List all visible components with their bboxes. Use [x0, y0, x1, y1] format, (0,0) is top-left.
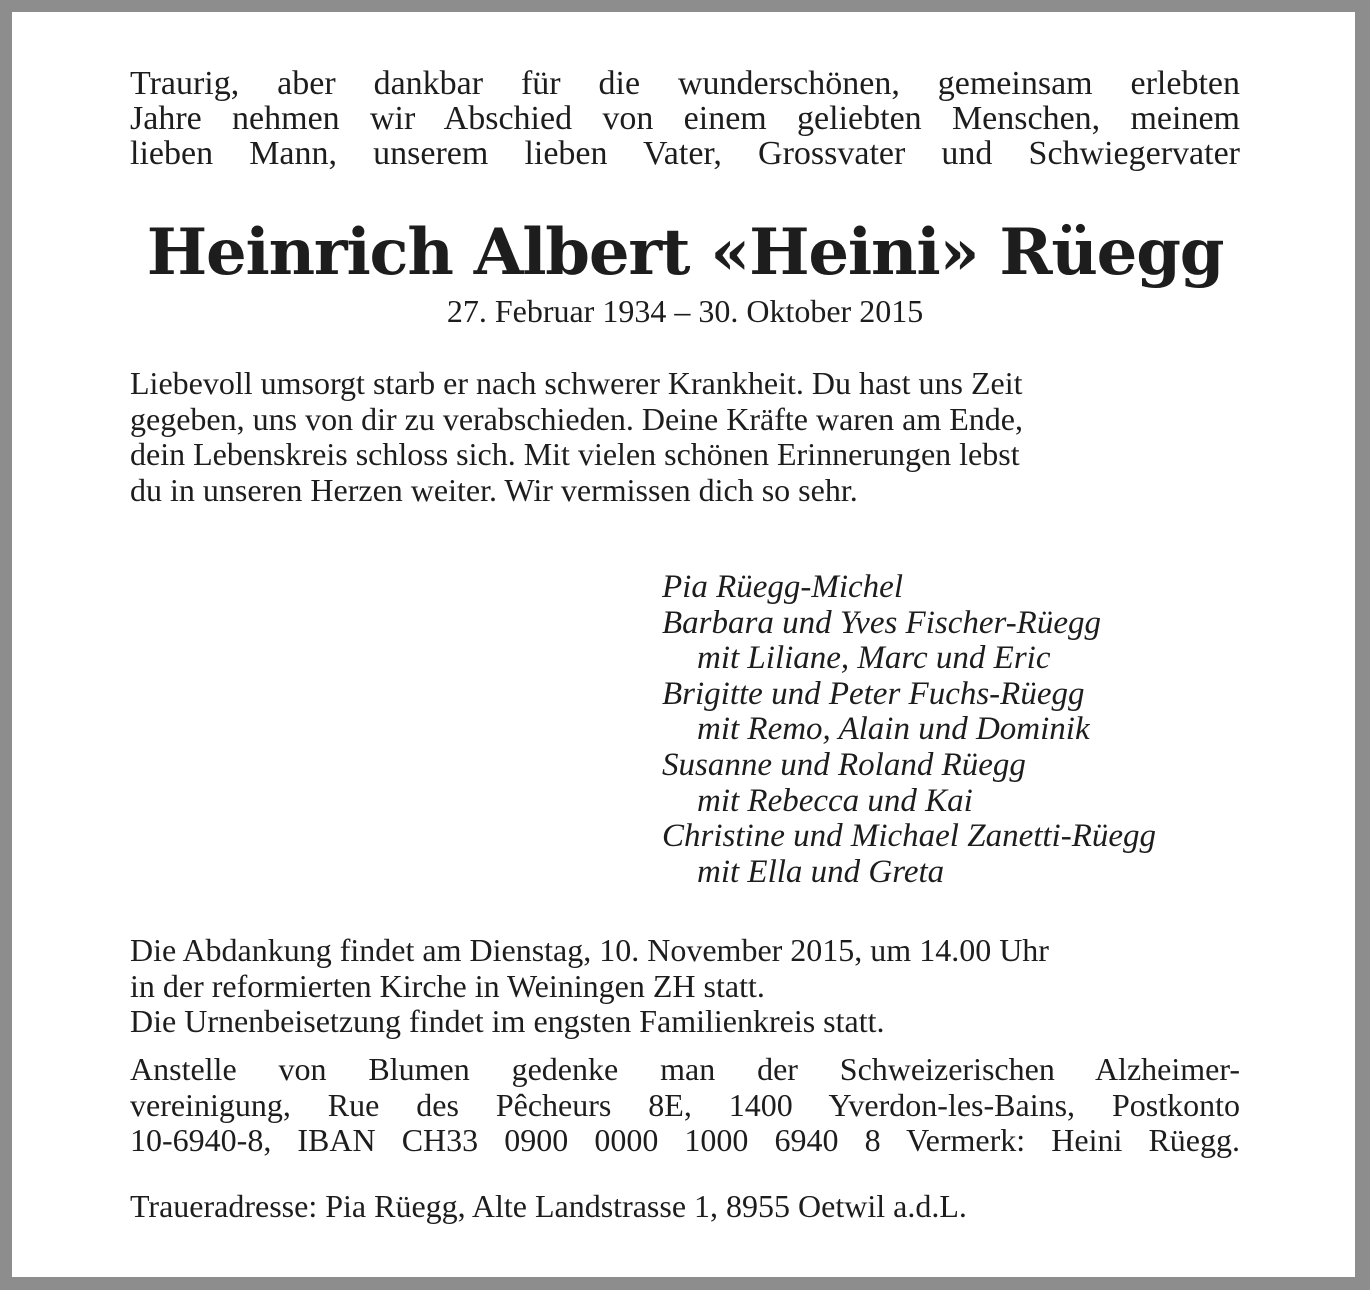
- intro-line: Jahre nehmen wir Abschied von einem geliebten Menschen, meinem: [130, 100, 1240, 137]
- ceremony-paragraph: [130, 933, 1240, 1040]
- mourner-name: Barbara und Yves Fischer-Rüegg: [662, 604, 1101, 641]
- ceremony-line: Die Urnenbeisetzung findet im engsten Familienkreis statt.: [130, 1003, 885, 1039]
- mourner-children: mit Liliane, Marc und Eric: [697, 640, 1051, 677]
- farewell-line: gegeben, uns von dir zu verabschieden. Deine Kräfte waren am Ende,: [130, 400, 1023, 437]
- mourner-children: mit Rebecca und Kai: [697, 782, 973, 819]
- obituary-page: [12, 12, 1355, 1277]
- mourners-list: [662, 570, 1156, 890]
- deceased-name: Heinrich Albert «Heini» Rüegg: [146, 215, 1224, 290]
- ceremony-line: in der reformierten Kirche in Weiningen ZH statt.: [130, 967, 765, 1004]
- intro-paragraph: [130, 66, 1240, 171]
- donation-line: Anstelle von Blumen gedenke man der Schweizerischen Alzheimer-: [130, 1051, 1240, 1087]
- farewell-line: dein Lebenskreis schloss sich. Mit vielen schönen Erinnerungen lebst: [130, 436, 1020, 472]
- mourning-address: Traueradresse: Pia Rüegg, Alte Landstrasse 1, 8955 Oetwil a.d.L.: [130, 1188, 967, 1224]
- donation-paragraph: [130, 1052, 1240, 1159]
- mourner-children: mit Remo, Alain und Dominik: [697, 711, 1090, 748]
- farewell-line: Liebevoll umsorgt starb er nach schwerer Krankheit. Du hast uns Zeit: [130, 365, 1023, 401]
- donation-line: vereinigung, Rue des Pêcheurs 8E, 1400 Yverdon-les-Bains, Postkonto: [130, 1086, 1240, 1123]
- mourner-name: Susanne und Roland Rüegg: [662, 746, 1026, 783]
- intro-line: lieben Mann, unserem lieben Vater, Grossvater und Schwiegervater: [130, 135, 1240, 172]
- donation-line: 10-6940-8, IBAN CH33 0900 0000 1000 6940 8 Vermerk: Heini Rüegg.: [130, 1122, 1240, 1158]
- obituary-content: [130, 65, 1240, 1224]
- intro-line: Traurig, aber dankbar für die wunderschönen, gemeinsam erlebten: [130, 65, 1240, 102]
- life-dates: 27. Februar 1934 – 30. Oktober 2015: [446, 293, 924, 329]
- ceremony-line: Die Abdankung findet am Dienstag, 10. November 2015, um 14.00 Uhr: [130, 932, 1049, 968]
- mourner-children: mit Ella und Greta: [697, 853, 945, 890]
- mourner-name: Pia Rüegg-Michel: [662, 569, 903, 605]
- farewell-line: du in unseren Herzen weiter. Wir vermissen dich so sehr.: [130, 471, 858, 508]
- mourner-name: Christine und Michael Zanetti-Rüegg: [662, 818, 1157, 855]
- mourner-name: Brigitte und Peter Fuchs-Rüegg: [662, 675, 1085, 712]
- farewell-paragraph: [130, 366, 1240, 508]
